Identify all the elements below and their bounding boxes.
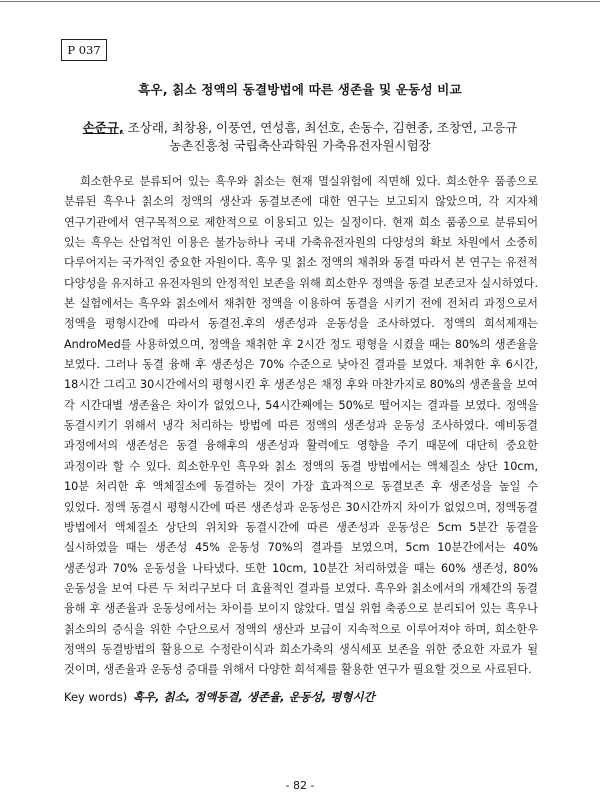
- coauthors: 조상래, 최창용, 이풍연, 연성흠, 최선호, 손동수, 김현종, 조창연, 고응규: [123, 120, 518, 135]
- presentation-code-box: [61, 39, 107, 61]
- presentation-code: P 037: [67, 43, 101, 57]
- abstract-body: 희소한우로 분류되어 있는 흑우와 칡소는 현재 멸실위험에 직면해 있다. 희소한우 품종으로 분류된 흑우나 칡소의 정액의 생산과 동결보존에 대한 연구는 보고되지 않았으며, 각 지자체 연구기관에서 연구목적으로 제한적으로 이용되고 있는 실정이다. 현재 희소 품종으로 분류되어 있는 흑우는 산업적인 이용은 불가능하나 국내 가축유전자원의 다양성의 확보 차원에서 소중히 다루어지는 국가적인 중요한 자원이다. 흑우 및 칡소 정액의 채취와 동결 따라서 본 연구는 유전적 다양성을 유지하고 유전자원의 안정적인 보존을 위해 희소한우 정액을 동결 보존코자 실시하였다. 본 실험에서는 흑우와 칡소에서 채취한 정액을 이용하여 동결을 시키기 전에 전처리 과정으로서 정액을 평형시간에 따라서 동결전.후의 생존성과 운동성을 조사하였다. 정액의 희석제재는 AndroMed를 사용하였으며, 정액을 채취한 후 2시간 정도 평형을 시켰을 때는 80%의 생존율을 보였다. 그러나 동결 융해 후 생존성은 70% 수준으로 낮아진 결과를 보였다. 채취한 후 6시간, 18시간 그리고 30시간에서의 평형시킨 후 생존성은 채정 후와 마찬가지로 80%의 생존율을 보여 각 시간대별 생존율은 차이가 없었으나, 54시간째에는 50%로 떨어지는 결과를 보였다. 정액을 동결시키기 위해서 냉각 처리하는 방법에 따른 정액의 생존성과 운동성 조사하였다. 예비동결 과정에서의 생존성은 동결 융해후의 생존성과 활력에도 영향을 주기 때문에 대단히 중요한 과정이라 할 수 있다. 희소한우인 흑우와 칡소 정액의 동결 방법에서는 액체질소 상단 10cm, 10분 처리한 후 액체질소에 동결하는 것이 가장 효과적으로 동결보존 후 생존성을 높일 수 있었다. 정액 동결시 평형시간에 따른 생존성과 운동성은 30시간까지 차이가 없었으며, 정액동결 방법에서 액체질소 상단의 위치와 동결시간에 따른 생존성과 운동성은 5cm 5분간 동결을 실시하였을 때는 생존성 45% 운동성 70%의 결과를 보였으며, 5cm 10분간에서는 40% 생존성과 70% 운동성을 나타냈다. 또한 10cm, 10분간 처리하였을 때는 60% 생존성, 80% 운동성을 보여 다른 두 처리구보다 더 효율적인 결과를 보였다. 흑우와 칡소에서의 개체간의 동결 융해 후 생존율과 운동성에서는 차이를 보이지 않았다. 멸실 위험 축종으로 분리되어 있는 흑우나 칡소의의 증식을 위한 수단으로서 정액의 생산과 보급이 지속적으로 이루어져야 하며, 희소한우 정액의 동결방법의 활용으로 수정란이식과 희소가축의 생식세포 보존을 위한 중요한 자료가 될 것이며, 생존율과 운동성 증대를 위해서 다양한 희석제를 활용한 연구가 필요할 것으로 사료된다.: [64, 175, 538, 677]
- keywords-values: 흑우, 칡소, 정액동결, 생존율, 운동성, 평형시간: [132, 690, 375, 704]
- paper-title: 흑우, 칡소 정액의 동결방법에 따른 생존율 및 운동성 비교: [138, 82, 462, 97]
- top-rule: [0, 1, 600, 2]
- presenting-author: 손준규,: [82, 120, 124, 135]
- keywords-label: Key words): [64, 690, 128, 704]
- page-number: - 82 -: [285, 779, 315, 792]
- author-line: [0, 118, 600, 136]
- affiliation: 농촌진흥청 국립축산과학원 가축유전자원시험장: [169, 138, 431, 153]
- keywords-line: [64, 689, 544, 705]
